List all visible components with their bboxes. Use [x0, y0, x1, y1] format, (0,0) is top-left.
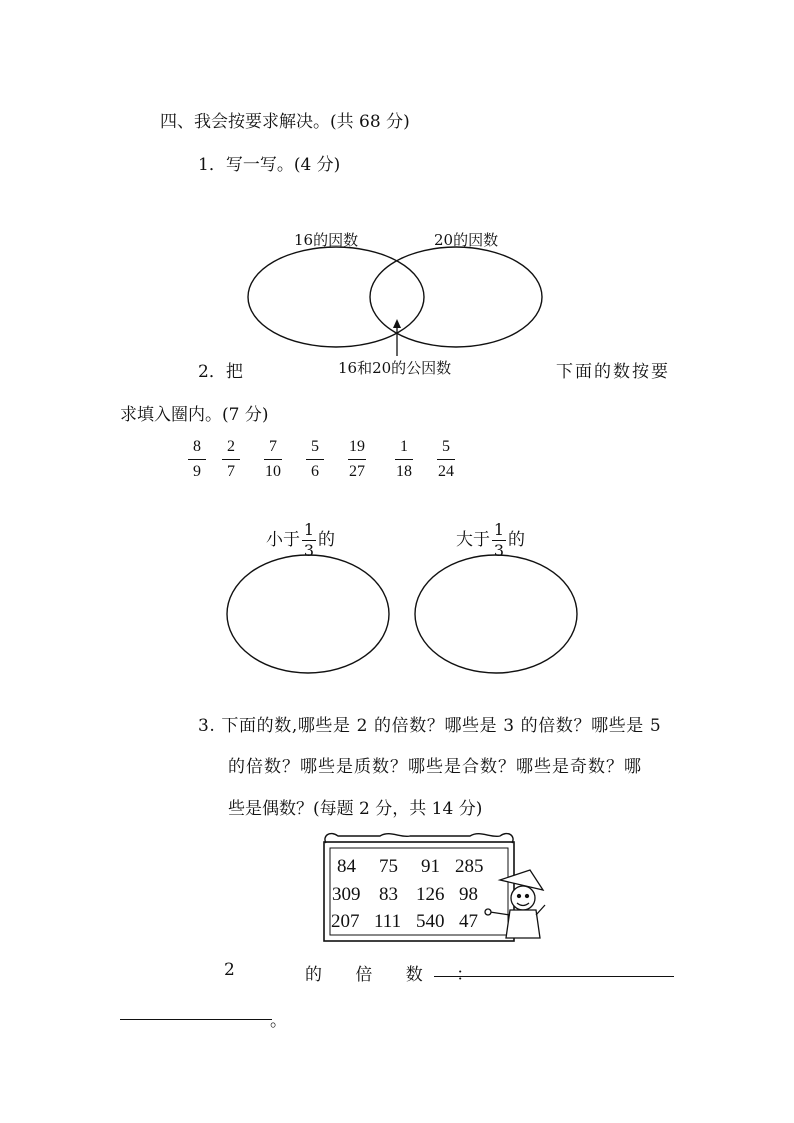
label-16-factors: 16的因数 [294, 231, 359, 249]
label-less-than-third: 小于 $\frac{1}{3}$ 的 [266, 520, 335, 561]
q1-title: 1．写一写。(4 分) [198, 155, 341, 175]
q3-line1: 3. 下面的数,哪些是 2 的倍数？哪些是 3 的倍数？哪些是 5 [198, 716, 662, 736]
q2-continuation: 求填入圈内。(7 分) [120, 405, 269, 425]
board-cell: 285 [455, 856, 484, 877]
fraction-5: 19 27 [349, 438, 365, 481]
fraction-4: 5 6 [300, 437, 330, 482]
elf-illustration [485, 870, 545, 938]
board-cell: 309 [332, 884, 361, 905]
fraction-2: 2 7 [216, 437, 246, 482]
fraction-6: 1 18 [396, 438, 412, 481]
board-cell: 91 [421, 856, 440, 877]
q3-line2: 的倍数？哪些是质数？哪些是合数？哪些是奇数？哪 [228, 757, 642, 777]
section-heading: 四、我会按要求解决。(共 68 分) [160, 112, 410, 132]
label-common-factors: 16和20的公因数 [338, 359, 452, 377]
fraction-7: 5 24 [438, 438, 454, 481]
board-cell: 84 [337, 856, 356, 877]
answer-blank-1[interactable] [434, 976, 674, 977]
answer-end-mark: 。 [270, 1011, 287, 1031]
label-greater-than-third: 大于 $\frac{1}{3}$ 的 [456, 520, 525, 561]
board-cell: 47 [459, 911, 478, 932]
answer-blank-2[interactable] [120, 1019, 272, 1020]
board-cell: 126 [416, 884, 445, 905]
fraction-3: 7 10 [265, 438, 281, 481]
board-cell: 540 [416, 911, 445, 932]
q2-suffix: 下面的数按要 [556, 362, 670, 382]
board-cell: 75 [379, 856, 398, 877]
q2-prefix: 2．把 [198, 362, 243, 382]
answer-label: 的 倍 数 ： [305, 965, 488, 985]
answer-number: 2 [224, 960, 235, 980]
board-cell: 98 [459, 884, 478, 905]
board-cell: 83 [379, 884, 398, 905]
board-cell: 207 [331, 911, 360, 932]
fraction-1: 8 9 [182, 437, 212, 482]
board-cell: 111 [374, 911, 402, 932]
label-20-factors: 20的因数 [434, 231, 499, 249]
q3-line3: 些是偶数？(每题 2 分，共 14 分) [228, 799, 483, 819]
